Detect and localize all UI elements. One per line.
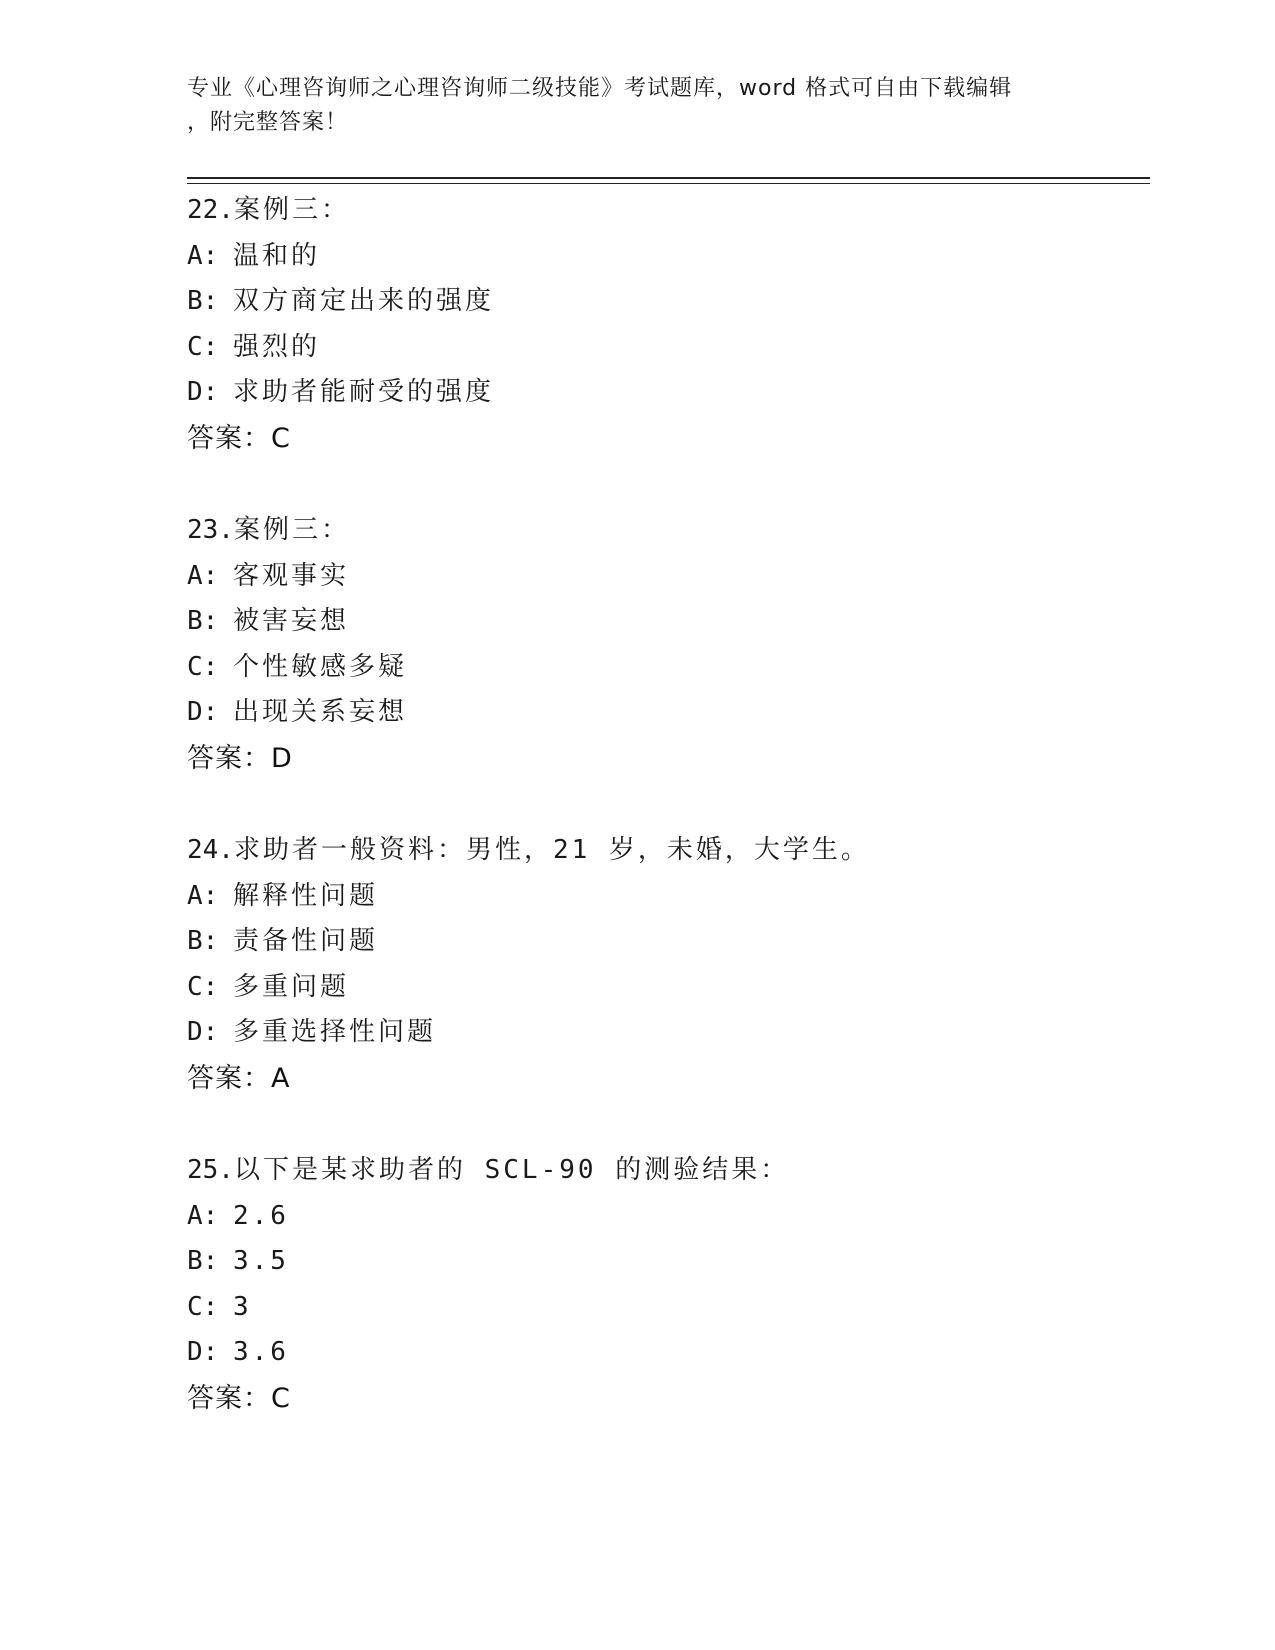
option-b: [187, 919, 1147, 965]
option-b: [187, 1239, 1147, 1285]
option-text: 3.6: [233, 1337, 289, 1367]
option-key: C:: [187, 331, 219, 362]
option-key: B:: [187, 926, 219, 956]
option-text: 强烈的: [233, 331, 321, 362]
question-23: [187, 508, 1147, 781]
question-number: 22.: [187, 195, 234, 225]
option-c: [187, 965, 1147, 1011]
option-key: C:: [187, 1291, 219, 1322]
option-key: A:: [187, 880, 219, 911]
question-text: 求助者一般资料：男性，21 岁，未婚，大学生。: [233, 835, 870, 865]
header-line-2: ，附完整答案！: [187, 110, 349, 135]
option-key: D:: [187, 1337, 219, 1367]
question-text: 案例三：: [233, 195, 350, 225]
option-text: 责备性问题: [233, 926, 379, 956]
question-stem: [187, 508, 1147, 554]
option-text: 个性敏感多疑: [233, 651, 408, 682]
answer-line: 答案：C: [187, 422, 291, 454]
option-a: [187, 1194, 1147, 1240]
document-header: [187, 72, 1067, 140]
option-d: [187, 370, 1147, 416]
option-text: 3.5: [233, 1246, 289, 1276]
option-c: [187, 1285, 1147, 1331]
header-line-1: 专业《心理咨询师之心理咨询师二级技能》考试题库，word 格式可自由下载编辑: [187, 76, 1013, 101]
option-key: A:: [187, 560, 219, 591]
question-list: [187, 188, 1147, 1468]
option-key: C:: [187, 971, 219, 1002]
header-divider-thin: [187, 183, 1150, 184]
option-d: [187, 1010, 1147, 1056]
option-b: [187, 599, 1147, 645]
option-key: D:: [187, 697, 219, 727]
question-stem: [187, 188, 1147, 234]
question-text: 案例三：: [233, 515, 350, 545]
header-divider-thick: [187, 177, 1150, 179]
question-number: 24.: [187, 835, 234, 865]
question-number: 23.: [187, 515, 234, 545]
option-text: 温和的: [233, 240, 321, 271]
option-c: [187, 325, 1147, 371]
answer-line: 答案：A: [187, 1062, 291, 1094]
question-text: 以下是某求助者的 SCL-90 的测验结果：: [233, 1155, 790, 1185]
option-text: 2.6: [233, 1200, 289, 1231]
question-number: 25.: [187, 1155, 234, 1185]
option-key: C:: [187, 651, 219, 682]
option-key: D:: [187, 1017, 219, 1047]
option-text: 出现关系妄想: [233, 697, 408, 727]
option-key: B:: [187, 606, 219, 636]
question-24: [187, 828, 1147, 1101]
option-text: 多重选择性问题: [233, 1017, 437, 1047]
option-d: [187, 690, 1147, 736]
answer-line: 答案：D: [187, 742, 293, 774]
option-a: [187, 554, 1147, 600]
option-key: A:: [187, 240, 219, 271]
option-text: 3: [233, 1291, 252, 1322]
question-stem: [187, 1148, 1147, 1194]
question-stem: [187, 828, 1147, 874]
option-text: 被害妄想: [233, 606, 350, 636]
option-a: [187, 234, 1147, 280]
option-c: [187, 645, 1147, 691]
option-b: [187, 279, 1147, 325]
option-text: 多重问题: [233, 971, 350, 1002]
answer-line: 答案：C: [187, 1382, 291, 1414]
question-22: [187, 188, 1147, 461]
option-text: 客观事实: [233, 560, 350, 591]
option-a: [187, 874, 1147, 920]
option-key: D:: [187, 377, 219, 407]
question-25: [187, 1148, 1147, 1421]
option-key: B:: [187, 286, 219, 316]
option-text: 求助者能耐受的强度: [233, 377, 495, 407]
option-text: 双方商定出来的强度: [233, 286, 495, 316]
option-key: B:: [187, 1246, 219, 1276]
option-key: A:: [187, 1200, 219, 1231]
option-d: [187, 1330, 1147, 1376]
option-text: 解释性问题: [233, 880, 379, 911]
